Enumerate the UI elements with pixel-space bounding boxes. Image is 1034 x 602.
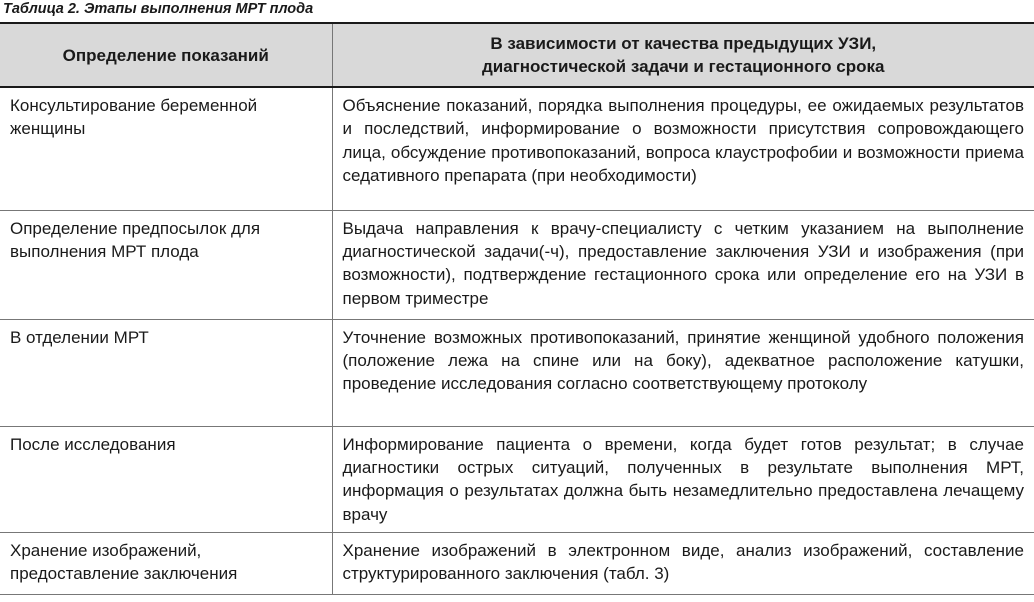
table-caption: Таблица 2. Этапы выполнения МРТ плода	[3, 1, 314, 17]
header-cell-dependency	[332, 23, 1034, 87]
description-cell: Информирование пациента о времени, когда будет готов результат; в случае диагностики острых ситуаций, полученных в результате выполнения МРТ, информация о результатах должна быть незамедлительно предоставлена лечащему врачу	[332, 426, 1034, 532]
stage-cell: Хранение изображений, предоставление заключения	[0, 532, 332, 594]
header-label-dependency-line1: В зависимости от качества предыдущих УЗИ,	[490, 34, 877, 53]
table-row	[0, 319, 1034, 426]
table-row	[0, 426, 1034, 532]
stage-cell: Определение предпосылок для выполнения МРТ плода	[0, 210, 332, 319]
table-header-row	[0, 23, 1034, 87]
stage-cell: После исследования	[0, 426, 332, 532]
header-cell-indications	[0, 23, 332, 87]
description-cell: Уточнение возможных противопоказаний, принятие женщиной удобного положения (положение лежа на спине или на боку), адекватное расположение катушки, проведение исследования согласно соответствующему протоколу	[332, 319, 1034, 426]
table-row	[0, 532, 1034, 594]
stage-cell: Консультирование беременной женщины	[0, 87, 332, 210]
mri-stages-table	[0, 22, 1034, 595]
description-cell: Объяснение показаний, порядка выполнения процедуры, ее ожидаемых результатов и последствий, информирование о возможности присутствия сопровождающего лица, обсуждение противопоказаний, вопроса клаустрофобии и возможности приема седативного препарата (при необходимости)	[332, 87, 1034, 210]
header-label-dependency-line2: диагностической задачи и гестационного срока	[482, 57, 885, 76]
description-cell: Хранение изображений в электронном виде, анализ изображений, составление структурированного заключения (табл. 3)	[332, 532, 1034, 594]
description-cell: Выдача направления к врачу-специалисту с четким указанием на выполнение диагностической задачи(-ч), предоставление заключения УЗИ и изображения (при возможности), подтверждение гестационного срока или определение его на УЗИ в первом триместре	[332, 210, 1034, 319]
table-row	[0, 210, 1034, 319]
header-label-indications: Определение показаний	[62, 45, 269, 65]
stage-cell: В отделении МРТ	[0, 319, 332, 426]
table-row	[0, 87, 1034, 210]
